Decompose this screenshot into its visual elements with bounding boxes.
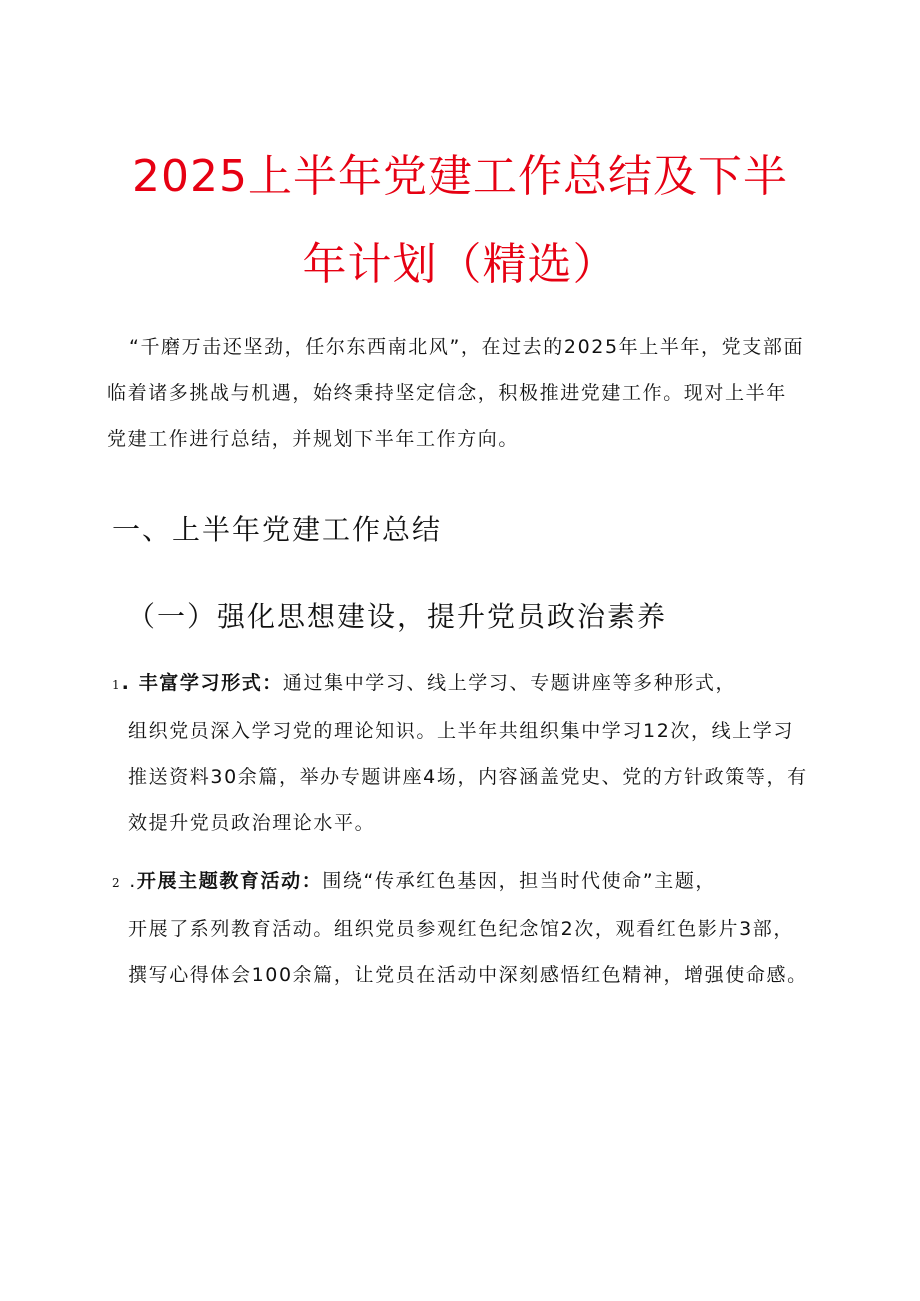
list-item-first-line: 围绕“传承红色基因，担当时代使命”主题， xyxy=(322,870,717,892)
section-heading-1: 一、上半年党建工作总结 xyxy=(112,513,443,546)
list-item-text: 开展了系列教育活动。组织党员参观红色纪念馆2次，观看红色影片3部，撰写心得体会100余篇，让党员在活动中深刻感悟红色精神，增强使命感。 xyxy=(128,918,808,986)
intro-paragraph: “千磨万击还坚劲，任尔东西南北风”，在过去的2025年上半年，党支部面临着诸多挑战与机遇，始终秉持坚定信念，积极推进党建工作。现对上半年党建工作进行总结，并规划下半年工作方向。 xyxy=(107,336,805,450)
list-item-text: 组织党员深入学习党的理论知识。上半年共组织集中学习12次，线上学习推送资料30余篇，举办专题讲座4场，内容涵盖党史、党的方针政策等，有效提升党员政治理论水平。 xyxy=(128,720,808,834)
list-item-1 xyxy=(112,660,812,846)
list-item-first-line: 通过集中学习、线上学习、专题讲座等多种形式， xyxy=(282,672,737,694)
list-item-lead: 丰富学习形式： xyxy=(138,672,283,694)
list-item-number: 2 xyxy=(112,876,120,890)
document-title-line-2: 年计划（精选） xyxy=(302,239,618,290)
list-item-number: 1 xyxy=(112,678,120,692)
list-item-sep: . xyxy=(121,870,137,892)
list-item-lead: 开展主题教育活动： xyxy=(136,870,323,892)
document-title-line-1: 2025上半年党建工作总结及下半 xyxy=(132,151,788,202)
subsection-heading-1: （一）强化思想建设，提升党员政治素养 xyxy=(127,600,668,633)
list-item-2 xyxy=(112,858,812,998)
list-item-sep: . xyxy=(121,672,139,694)
